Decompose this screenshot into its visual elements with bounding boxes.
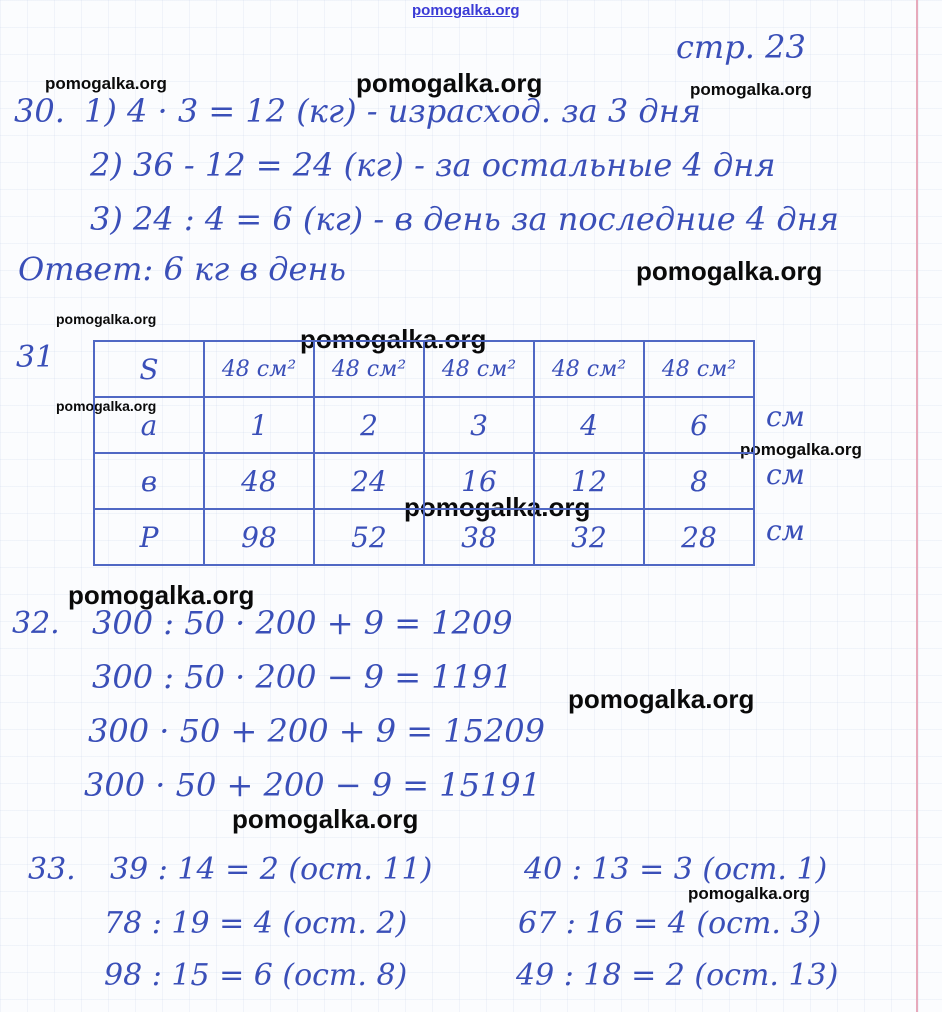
- task-30-line-1: 1) 4 · 3 = 12 (кг) - израсход. за 3 дня: [84, 92, 701, 130]
- table-cell: 16: [424, 453, 534, 509]
- table-cell: 28: [644, 509, 754, 565]
- watermark: pomogalka.org: [688, 884, 810, 903]
- table-cell: 52: [314, 509, 424, 565]
- table-cell: 48 см²: [204, 341, 314, 397]
- table-cell: 1: [204, 397, 314, 453]
- watermark: pomogalka.org: [740, 440, 862, 459]
- table-cell: 4: [534, 397, 644, 453]
- row-unit: см: [766, 400, 805, 433]
- table-cell: 48 см²: [534, 341, 644, 397]
- table-cell: 6: [644, 397, 754, 453]
- table-cell: 24: [314, 453, 424, 509]
- table-row: [94, 509, 754, 565]
- task-32-line-1: 300 : 50 · 200 + 9 = 1209: [92, 604, 513, 642]
- watermark: pomogalka.org: [300, 324, 487, 354]
- table-row: [94, 453, 754, 509]
- task-33-right-1: 40 : 13 = 3 (ост. 1): [524, 852, 828, 887]
- table-cell: 48 см²: [644, 341, 754, 397]
- task-33-left-2: 78 : 19 = 4 (ост. 2): [104, 906, 408, 941]
- page-margin-line: [916, 0, 918, 1012]
- table-cell: 48: [204, 453, 314, 509]
- row-label: a: [94, 397, 204, 453]
- task-32-line-4: 300 · 50 + 200 − 9 = 15191: [84, 766, 542, 804]
- table-cell: 48 см²: [424, 341, 534, 397]
- row-unit: см: [766, 514, 805, 547]
- watermark: pomogalka.org: [68, 580, 255, 610]
- task-33-right-2: 67 : 16 = 4 (ост. 3): [518, 906, 822, 941]
- task-33-left-1: 39 : 14 = 2 (ост. 11): [110, 852, 433, 887]
- watermark: pomogalka.org: [356, 68, 543, 98]
- table-cell: 12: [534, 453, 644, 509]
- row-label: S: [94, 341, 204, 397]
- task-33-left-3: 98 : 15 = 6 (ост. 8): [104, 958, 408, 993]
- task-30-number: 30.: [14, 92, 65, 130]
- table-cell: 8: [644, 453, 754, 509]
- row-label: в: [94, 453, 204, 509]
- row-label: P: [94, 509, 204, 565]
- watermark: pomogalka.org: [56, 311, 157, 327]
- row-unit: см: [766, 458, 805, 491]
- watermark: pomogalka.org: [636, 256, 823, 286]
- task-30-answer: Ответ: 6 кг в день: [18, 250, 346, 288]
- watermark: pomogalka.org: [56, 398, 157, 414]
- table-row: [94, 397, 754, 453]
- table-cell: 98: [204, 509, 314, 565]
- task-32-line-3: 300 · 50 + 200 + 9 = 15209: [88, 712, 546, 750]
- task-31-table: [93, 340, 755, 566]
- task-30-line-2: 2) 36 - 12 = 24 (кг) - за остальные 4 дня: [90, 146, 776, 184]
- watermark: pomogalka.org: [232, 804, 419, 834]
- watermark-top: pomogalka.org: [412, 2, 520, 19]
- table-cell: 3: [424, 397, 534, 453]
- page-number: стр. 23: [676, 28, 806, 66]
- watermark: pomogalka.org: [45, 74, 167, 93]
- task-32-number: 32.: [12, 606, 60, 641]
- watermark: pomogalka.org: [404, 492, 591, 522]
- table-cell: 32: [534, 509, 644, 565]
- task-33-right-3: 49 : 18 = 2 (ост. 13): [516, 958, 839, 993]
- table-cell: 2: [314, 397, 424, 453]
- task-33-number: 33.: [28, 852, 76, 887]
- watermark: pomogalka.org: [568, 684, 755, 714]
- watermark: pomogalka.org: [690, 80, 812, 99]
- table-row: [94, 341, 754, 397]
- task-31-number: 31: [16, 340, 55, 375]
- table-cell: 38: [424, 509, 534, 565]
- task-30-line-3: 3) 24 : 4 = 6 (кг) - в день за последние 4 дня: [90, 200, 839, 238]
- task-32-line-2: 300 : 50 · 200 − 9 = 1191: [92, 658, 513, 696]
- table-cell: 48 см²: [314, 341, 424, 397]
